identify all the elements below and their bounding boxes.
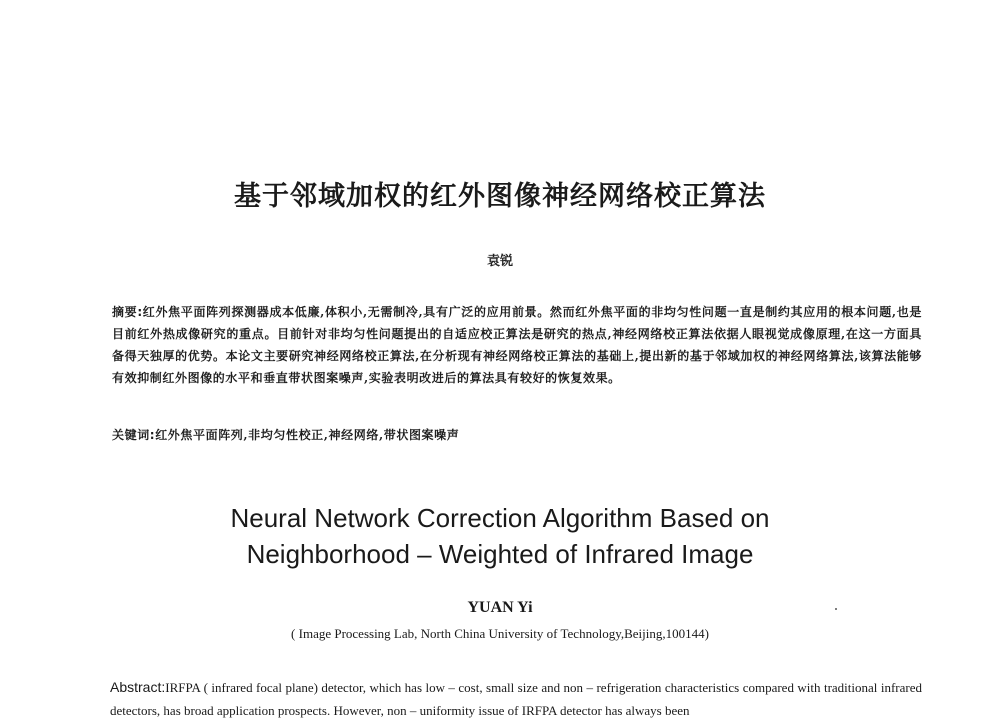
chinese-keywords-text: 红外焦平面阵列,非均匀性校正,神经网络,带状图案噪声 bbox=[155, 428, 460, 442]
english-abstract-label: Abstract: bbox=[110, 679, 166, 695]
chinese-abstract bbox=[112, 301, 922, 389]
chinese-keywords-label: 关键词: bbox=[112, 428, 156, 442]
english-affiliation: ( Image Processing Lab, North China University of Technology,Beijing,100144) bbox=[291, 626, 709, 641]
english-title bbox=[0, 500, 1000, 572]
chinese-abstract-text: 红外焦平面阵列探测器成本低廉,体积小,无需制冷,具有广泛的应用前景。然而红外焦平面的非均匀性问题一直是制约其应用的根本问题,也是目前红外热成像研究的重点。目前针对非均匀性问题提出的自适应校正算法是研究的热点,神经网络校正算法依据人眼视觉成像原理,在这一方面具备得天独厚的优势。本论文主要研究神经网络校正算法,在分析现有神经网络校正算法的基础上,提出新的基于邻域加权的神经网络算法,该算法能够有效抑制红外图像的水平和垂直带状图案噪声,实验表明改进后的算法具有较好的恢复效果。 bbox=[112, 305, 922, 385]
english-author: YUAN Yi bbox=[467, 599, 533, 616]
english-abstract-text: IRFPA ( infrared focal plane) detector, which has low – cost, small size and non – refrigeration characteristics compared with traditional infrared detectors, has broad application prospects. However, non – uniformity issue of IRFPA detector has always been bbox=[110, 680, 922, 718]
chinese-author: 袁锐 bbox=[486, 254, 513, 269]
chinese-title: 基于邻域加权的红外图像神经网络校正算法 bbox=[234, 181, 766, 212]
chinese-keywords bbox=[112, 424, 922, 446]
scan-speck bbox=[835, 608, 837, 610]
english-title-line-2: Neighborhood – Weighted of Infrared Image bbox=[246, 539, 754, 569]
chinese-abstract-label: 摘要: bbox=[112, 305, 143, 319]
english-title-line-1: Neural Network Correction Algorithm Based on bbox=[230, 503, 770, 533]
english-abstract bbox=[110, 676, 922, 722]
